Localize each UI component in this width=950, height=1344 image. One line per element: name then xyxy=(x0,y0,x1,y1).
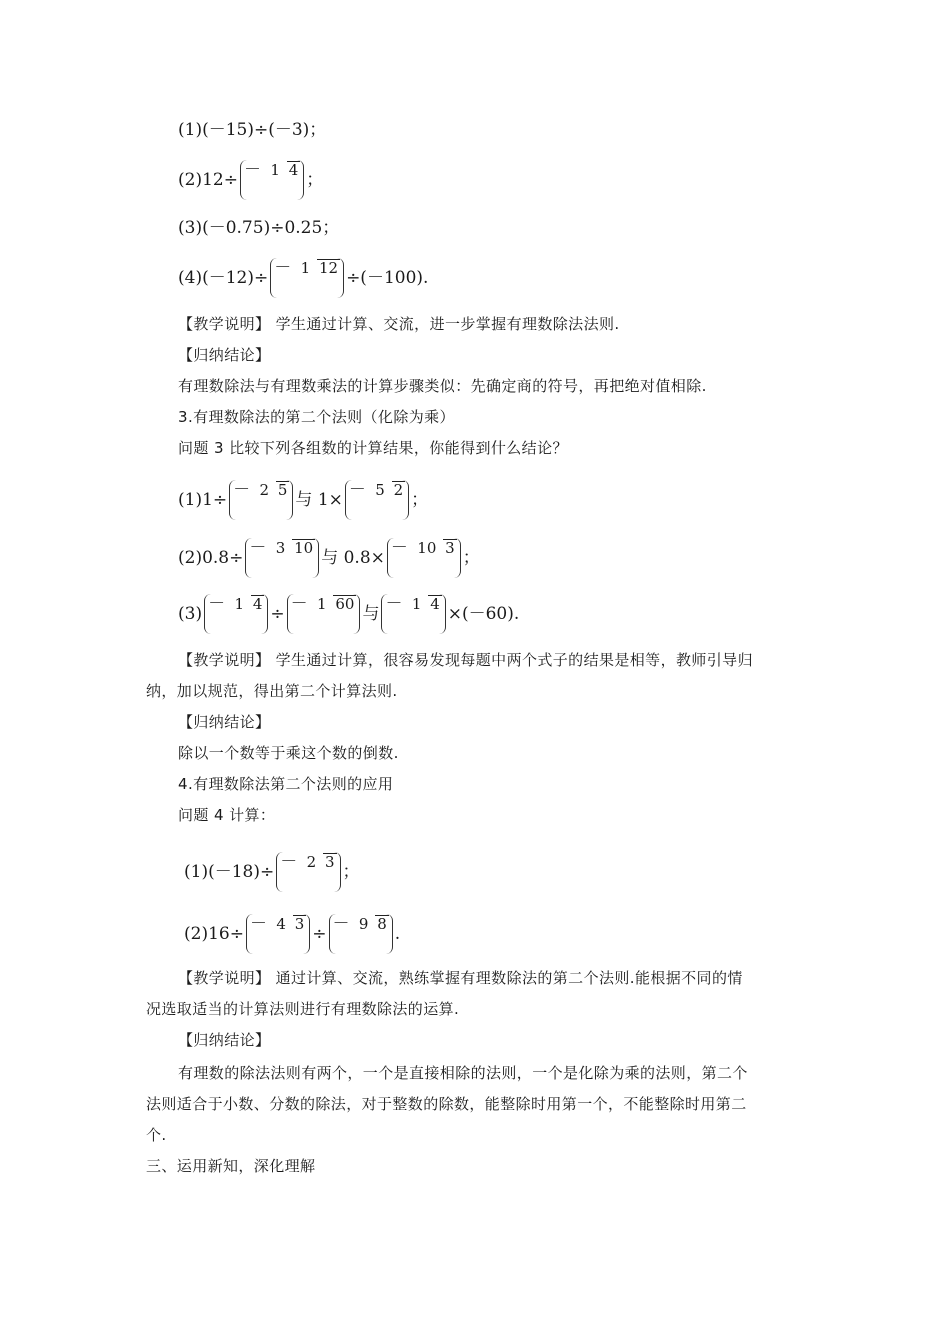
question-text: 问题 4 计算： xyxy=(178,806,276,824)
bracket: － 1 12 xyxy=(270,258,344,298)
conclusion-text: 有理数除法与有理数乘法的计算步骤类似：先确定商的符号，再把绝对值相除. xyxy=(178,377,707,395)
question-text: 问题 3 比较下列各组数的计算结果，你能得到什么结论？ xyxy=(178,439,568,457)
equation-3-3: (3) － 1 4 ÷ － 1 60 与 － 1 4 ×(－60). xyxy=(178,594,519,634)
bracket: － 9 8 xyxy=(329,914,393,954)
equation-4-1: (1)(－18)÷ － 2 3 ； xyxy=(184,852,360,892)
fraction: 1 4 xyxy=(411,595,440,613)
equation-1-3: (3)(－0.75)÷0.25； xyxy=(178,218,340,238)
section-heading: 4.有理数除法第二个法则的应用 xyxy=(178,775,394,793)
bracket: － 1 4 xyxy=(381,594,445,634)
equation-4-2: (2)16÷ － 4 3 ÷ － 9 8 . xyxy=(184,914,400,954)
equation-1-2: (2)12÷ － 1 4 ； xyxy=(178,160,323,200)
section-heading: 3.有理数除法的第二个法则（化除为乘） xyxy=(178,408,455,426)
equation-3-2: (2)0.8÷ － 3 10 与 0.8× － 10 3 ； xyxy=(178,538,480,578)
fraction: 2 5 xyxy=(259,481,288,499)
teaching-note: 【教学说明】 通过计算、交流，熟练掌握有理数除法的第二个法则.能根据不同的情 xyxy=(178,969,743,987)
teaching-note-cont: 纳，加以规范，得出第二个计算法则. xyxy=(146,682,398,700)
fraction: 4 3 xyxy=(276,915,305,933)
fraction: 10 3 xyxy=(417,539,455,557)
bracket: － 2 3 xyxy=(276,852,340,892)
fraction: 1 12 xyxy=(300,259,339,277)
conclusion-paragraph-line-3: 个. xyxy=(146,1126,167,1144)
fraction: 9 8 xyxy=(358,915,387,933)
conclusion-heading: 【归纳结论】 xyxy=(178,713,271,731)
conclusion-paragraph-line-2: 法则适合于小数、分数的除法，对于整数的除数，能整除时用第一个，不能整除时用第二 xyxy=(146,1095,747,1113)
fraction: 1 60 xyxy=(317,595,355,613)
equation-1-1: (1)(－15)÷(－3)； xyxy=(178,120,327,140)
bracket: － 1 4 xyxy=(204,594,268,634)
section-heading-3: 三、运用新知，深化理解 xyxy=(146,1157,316,1175)
bracket: － 1 60 xyxy=(287,594,361,634)
bracket: － 4 3 xyxy=(246,914,310,954)
bracket: － 10 3 xyxy=(387,538,461,578)
teaching-note: 【教学说明】 学生通过计算，很容易发现每题中两个式子的结果是相等，教师引导归 xyxy=(178,651,753,669)
bracket: － 1 4 xyxy=(240,160,304,200)
teaching-note: 【教学说明】 学生通过计算、交流，进一步掌握有理数除法法则. xyxy=(178,315,620,333)
fraction: 1 4 xyxy=(234,595,263,613)
bracket: － 3 10 xyxy=(245,538,319,578)
equation-1-4: (4)(－12)÷ － 1 12 ÷(－100). xyxy=(178,258,428,298)
conclusion-heading: 【归纳结论】 xyxy=(178,346,271,364)
teaching-note-cont: 况选取适当的计算法则进行有理数除法的运算. xyxy=(146,1000,460,1018)
equation-3-1: (1)1÷ － 2 5 与 1× － 5 2 ； xyxy=(178,480,428,520)
bracket: － 5 2 xyxy=(345,480,409,520)
fraction: 3 10 xyxy=(275,539,314,557)
conclusion-text: 除以一个数等于乘这个数的倒数. xyxy=(178,744,399,762)
conclusion-heading: 【归纳结论】 xyxy=(178,1031,271,1049)
fraction: 5 2 xyxy=(375,481,404,499)
bracket: － 2 5 xyxy=(229,480,293,520)
fraction: 1 4 xyxy=(270,161,299,179)
fraction: 2 3 xyxy=(306,853,335,871)
conclusion-paragraph-line-1: 有理数的除法法则有两个，一个是直接相除的法则，一个是化除为乘的法则，第二个 xyxy=(178,1064,748,1082)
